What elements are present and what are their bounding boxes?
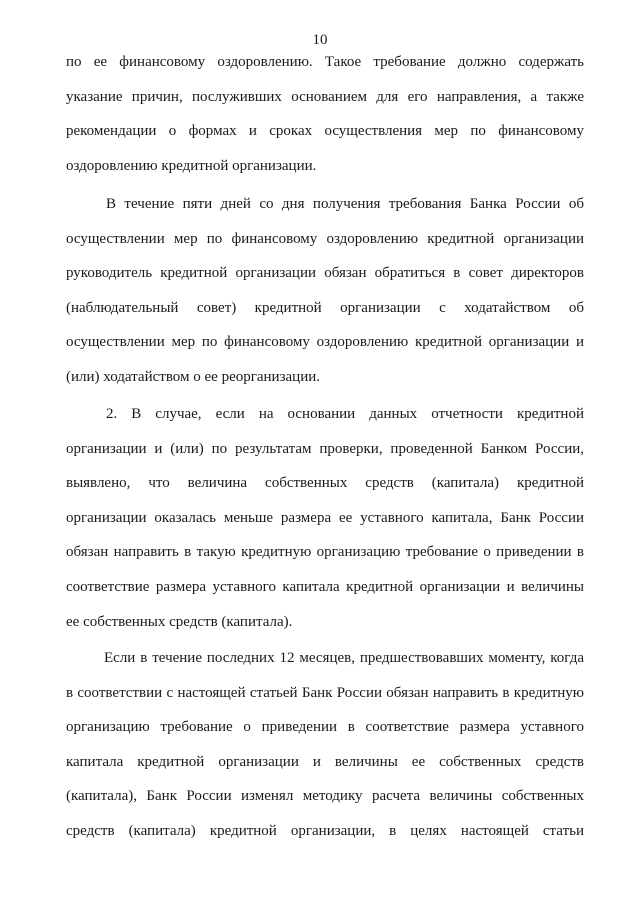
text-line: организации и (или) по результатам проверки, проведенной Банком России,	[66, 440, 584, 457]
text-line: осуществлении мер по финансовому оздоровлению кредитной организации	[66, 230, 584, 247]
text-line: рекомендации о формах и сроках осуществления мер по финансовому	[66, 123, 584, 140]
text-line: по ее финансовому оздоровлению. Такое требование должно содержать	[66, 54, 584, 70]
paragraph-item-2	[66, 404, 584, 646]
text-line: ее собственных средств (капитала).	[66, 613, 293, 630]
text-line: обязан направить в такую кредитную организацию требование о приведении в	[66, 544, 584, 561]
text-line: 2. В случае, если на основании данных отчетности кредитной	[106, 406, 584, 422]
paragraph-deadline	[66, 194, 584, 402]
text-line: (капитала), Банк России изменял методику расчета величины собственных	[66, 788, 584, 805]
text-line: в соответствии с настоящей статьей Банк России обязан направить в кредитную	[66, 684, 584, 701]
text-line: Если в течение последних 12 месяцев, предшествовавших моменту, когда	[104, 650, 584, 666]
text-line: средств (капитала) кредитной организации, в целях настоящей статьи	[66, 822, 584, 839]
text-line: руководитель кредитной организации обязан обратиться в совет директоров	[66, 265, 584, 282]
text-line: выявлено, что величина собственных средств (капитала) кредитной	[66, 475, 584, 492]
text-line: организацию требование о приведении в соответствие размера уставного	[66, 719, 584, 736]
text-line: соответствие размера уставного капитала кредитной организации и величины	[66, 578, 584, 595]
text-line: осуществлении мер по финансовому оздоровлению кредитной организации и	[66, 334, 584, 351]
text-line: оздоровлению кредитной организации.	[66, 157, 317, 174]
text-line: указание причин, послуживших основанием для его направления, а также	[66, 88, 584, 105]
page-number: 10	[312, 32, 328, 48]
text-line: капитала кредитной организации и величины ее собственных средств	[66, 753, 584, 770]
paragraph-continuation	[66, 52, 584, 190]
text-line: организации оказалась меньше размера ее уставного капитала, Банк России	[66, 509, 584, 526]
text-line: (наблюдательный совет) кредитной организации с ходатайством об	[66, 299, 584, 316]
text-line: (или) ходатайством о ее реорганизации.	[66, 368, 321, 385]
text-line: В течение пяти дней со дня получения требования Банка России об	[106, 196, 584, 212]
paragraph-methodology	[66, 648, 584, 856]
